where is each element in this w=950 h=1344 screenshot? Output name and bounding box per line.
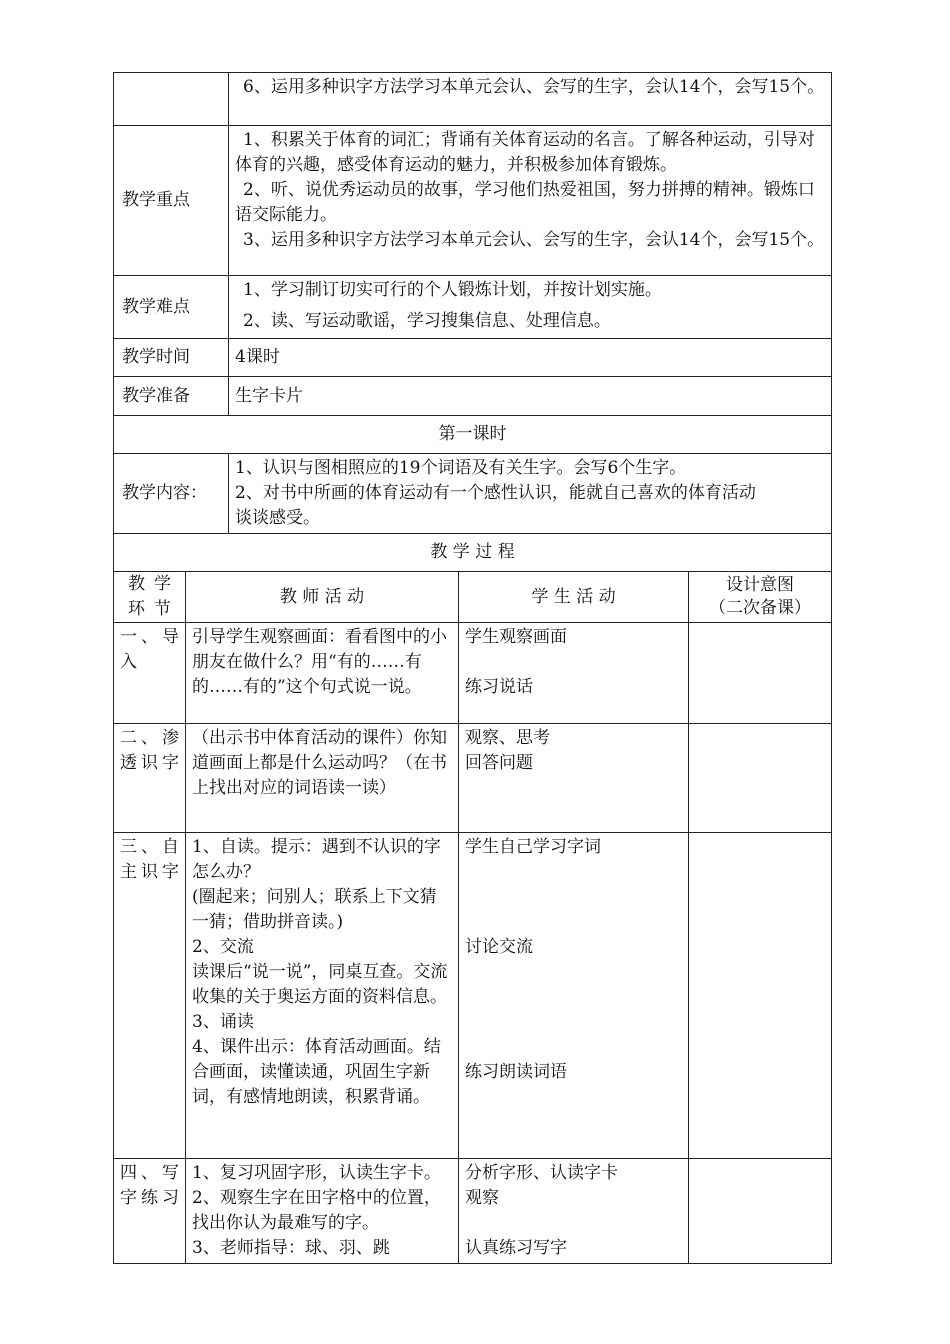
goal-label-cell [114, 73, 229, 126]
time-value: 4课时 [229, 339, 832, 377]
teacher-line: (圈起来；问别人；联系上下文猜一猜；借助拼音读。) [192, 887, 437, 932]
difficulty-1: 1、学习制订切实可行的个人锻炼计划，并按计划实施。 [243, 280, 662, 300]
teacher-line: 读课后“说一说”，同桌互查。交流收集的关于奥运方面的资料信息。 [192, 962, 448, 1007]
student-line: 观察 [465, 1188, 499, 1208]
student-line: 认真练习写字 [465, 1238, 567, 1258]
teacher-line: 2、交流 [192, 937, 254, 957]
goal-text: 6、运用多种识字方法学习本单元会认、会写的生字，会认14个，会写15个。 [229, 73, 832, 126]
intent-cell [689, 724, 832, 833]
stage-cell [114, 724, 186, 833]
student-line-blank [465, 860, 682, 935]
goal-row [114, 73, 832, 126]
student-line-blank [465, 650, 682, 675]
teacher-cell [186, 1159, 459, 1264]
lesson-title-row [114, 416, 832, 454]
prep-row [114, 377, 832, 416]
process-title-row [114, 534, 832, 572]
stage-label: 二、渗透识字 [120, 728, 179, 773]
intent-cell [689, 1159, 832, 1264]
teacher-cell [186, 724, 459, 833]
student-line: 分析字形、认读字卡 [465, 1163, 618, 1183]
student-line: 学生观察画面 [465, 627, 567, 647]
stage-cell [114, 1159, 186, 1264]
process-title: 教 学 过 程 [114, 534, 832, 572]
teacher-cell [186, 623, 459, 724]
teacher-line: （出示书中体育活动的课件）你知道画面上都是什么运动吗？（在书上找出对应的词语读一读） [192, 728, 447, 798]
student-cell [459, 623, 689, 724]
time-row [114, 339, 832, 377]
teacher-line: 1、复习巩固字形，认读生字卡。 [192, 1163, 441, 1183]
content-label: 教学内容： [114, 454, 229, 534]
student-line: 练习朗读词语 [465, 1062, 567, 1082]
header-teacher: 教 师 活 动 [186, 572, 459, 623]
student-line: 讨论交流 [465, 937, 533, 957]
intent-cell [689, 623, 832, 724]
time-label: 教学时间 [114, 339, 229, 377]
intent-cell [689, 833, 832, 1159]
stage-label: 一、导入 [120, 627, 179, 672]
teacher-line: 3、老师指导：球、羽、跳 [192, 1238, 390, 1258]
header-intent-line2: （二次备课） [709, 598, 812, 618]
key-point-3: 3、运用多种识字方法学习本单元会认、会写的生字，会认14个，会写15个。 [243, 230, 825, 250]
student-cell [459, 833, 689, 1159]
prep-value: 生字卡片 [229, 377, 832, 416]
process-row-1 [114, 623, 832, 724]
process-row-4 [114, 1159, 832, 1264]
header-stage-text: 教学环节 [128, 574, 171, 619]
content-text [229, 454, 832, 534]
header-intent [689, 572, 832, 623]
lesson-title: 第一课时 [114, 416, 832, 454]
stage-cell [114, 833, 186, 1159]
teacher-line: 4、课件出示：体育活动画面。结合画面，读懂读通，巩固生字新词，有感情地朗读，积累背诵。 [192, 1037, 441, 1107]
process-row-2 [114, 724, 832, 833]
teacher-line: 1、自读。提示：遇到不认识的字怎么办？ [192, 837, 441, 882]
student-line-blank [465, 960, 682, 1060]
teacher-line: 3、诵读 [192, 1012, 254, 1032]
header-stage [114, 572, 186, 623]
stage-cell [114, 623, 186, 724]
content-row [114, 454, 832, 534]
prep-label: 教学准备 [114, 377, 229, 416]
student-line-blank [465, 1211, 682, 1236]
student-cell [459, 1159, 689, 1264]
difficulties-text [229, 276, 832, 339]
key-points-text [229, 126, 832, 276]
student-line: 学生自己学习字词 [465, 837, 601, 857]
teacher-line: 2、观察生字在田字格中的位置，找出你认为最难写的字。 [192, 1188, 441, 1233]
content-item-2: 2、对书中所画的体育运动有一个感性认识，能就自己喜欢的体育活动谈谈感受。 [235, 483, 756, 528]
student-line: 回答问题 [465, 753, 533, 773]
student-line: 练习说话 [465, 677, 533, 697]
header-intent-line1: 设计意图 [726, 575, 795, 595]
process-row-3 [114, 833, 832, 1159]
student-cell [459, 724, 689, 833]
key-point-2: 2、听、说优秀运动员的故事，学习他们热爱祖国，努力拼搏的精神。锻炼口语交际能力。 [235, 180, 815, 225]
stage-label: 四、写字练习 [120, 1163, 179, 1208]
teacher-cell [186, 833, 459, 1159]
difficulties-label: 教学难点 [114, 276, 229, 339]
stage-label: 三、自主识字 [120, 837, 179, 882]
header-student: 学 生 活 动 [459, 572, 689, 623]
teacher-line: 引导学生观察画面：看看图中的小朋友在做什么？用“有的……有的……有的”这个句式说一说。 [192, 627, 447, 697]
difficulties-row [114, 276, 832, 339]
lesson-plan-table [113, 72, 832, 1264]
difficulty-2: 2、读、写运动歌谣，学习搜集信息、处理信息。 [243, 311, 611, 331]
content-item-1: 1、认识与图相照应的19个词语及有关生字。会写6个生字。 [235, 458, 687, 478]
process-header-row [114, 572, 832, 623]
key-points-label: 教学重点 [114, 126, 229, 276]
key-points-row [114, 126, 832, 276]
key-point-1: 1、积累关于体育的词汇；背诵有关体育运动的名言。了解各种运动，引导对体育的兴趣，感受体育运动的魅力，并积极参加体育锻炼。 [235, 130, 815, 175]
student-line: 观察、思考 [465, 728, 550, 748]
